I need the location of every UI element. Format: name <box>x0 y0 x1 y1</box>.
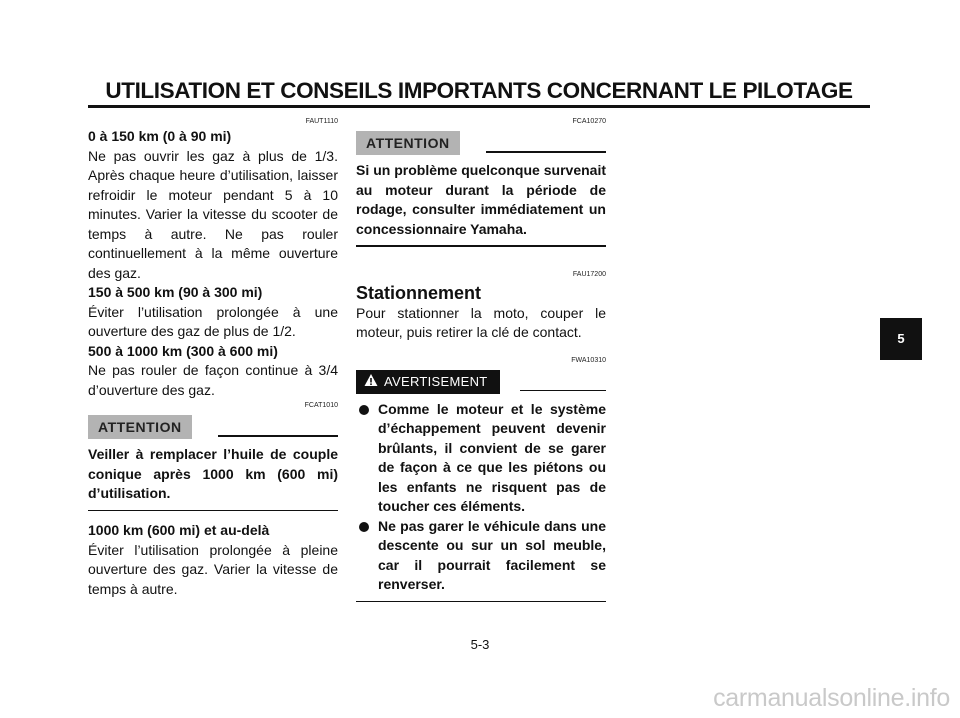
subheading-1000-plus: 1000 km (600 mi) et au-delà <box>88 522 270 538</box>
subheading-0-150: 0 à 150 km (0 à 90 mi) <box>88 128 232 144</box>
attention-text: Veiller à remplacer l’huile de couple conique après 1000 km (600 mi) d’utilisation. <box>88 446 338 501</box>
warning-label: AVERTISEMENT <box>384 373 488 389</box>
page-title: UTILISATION ET CONSEILS IMPORTANTS CONCERNANT LE PILOTAGE <box>105 78 853 103</box>
attention-rule <box>486 151 606 153</box>
bullet-icon <box>359 405 369 415</box>
notice-end-rule <box>88 510 338 512</box>
chapter-tab: 5 <box>880 318 922 360</box>
attention-label: ATTENTION <box>356 131 460 155</box>
warning-notice <box>356 370 606 396</box>
watermark-logo: carmanualsonline.info <box>713 684 950 712</box>
attention-rule <box>218 435 338 437</box>
page-header <box>88 78 870 106</box>
left-column <box>88 116 338 599</box>
page-number: 5-3 <box>470 637 490 652</box>
paragraph-500-1000: Ne pas rouler de façon continue à 3/4 d’ouverture des gaz. <box>88 362 338 398</box>
paragraph-0-150: Ne pas ouvrir les gaz à plus de 1/3. Après chaque heure d’utilisation, laisser refroidir le moteur pendant 5 à 10 minutes. Varier la vitesse du scooter de temps à autre. Ne pas rouler continuellement à la même ouverture des gaz. <box>88 147 338 281</box>
warning-triangle-icon <box>364 373 378 387</box>
ref-code: FAUT1110 <box>305 118 338 125</box>
attention-label: ATTENTION <box>88 415 192 439</box>
bullet-icon <box>359 522 369 532</box>
middle-column <box>356 116 606 612</box>
paragraph-150-500: Éviter l’utilisation prolongée à une ouverture des gaz de plus de 1/2. <box>88 303 338 339</box>
warning-box <box>356 370 500 394</box>
notice-end-rule <box>356 245 606 247</box>
list-item: Comme le moteur et le système d’échappement peuvent devenir brûlants, il convient de se garer de façon à ce que les piétons ou les enfants ne risquent pas de toucher ces éléments. <box>356 400 606 517</box>
header-rule <box>88 105 870 108</box>
attention-text: Si un problème quelconque survenait au moteur durant la période de rodage, consulter immédiatement un concessionnaire Yamaha. <box>356 162 606 237</box>
ref-code: FCA10270 <box>572 118 606 125</box>
section-text: Pour stationner la moto, couper le moteur, puis retirer la clé de contact. <box>356 304 606 340</box>
attention-notice <box>88 415 338 441</box>
attention-notice <box>356 131 606 157</box>
list-item: Ne pas garer le véhicule dans une descente ou sur un sol meuble, car il pourrait facilement se renverser. <box>356 517 606 595</box>
paragraph-1000-plus: Éviter l’utilisation prolongée à pleine ouverture des gaz. Varier la vitesse de temps à autre. <box>88 541 338 597</box>
ref-code: FAU17200 <box>572 270 606 278</box>
subheading-500-1000: 500 à 1000 km (300 à 600 mi) <box>88 342 278 359</box>
subheading-150-500: 150 à 500 km (90 à 300 mi) <box>88 284 263 300</box>
notice-end-rule <box>356 601 606 603</box>
section-title: Stationnement <box>356 282 482 303</box>
ref-code: FCAT1010 <box>304 402 338 409</box>
ref-code: FWA10310 <box>571 356 606 364</box>
warning-rule <box>520 390 606 392</box>
